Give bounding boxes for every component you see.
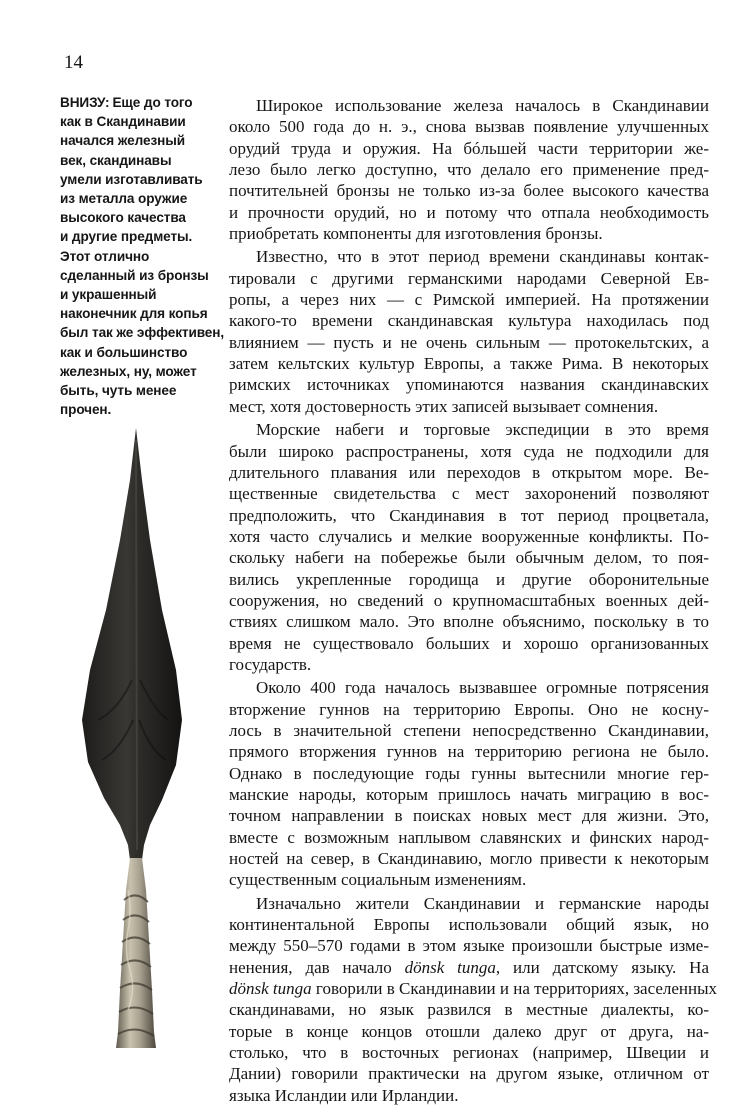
- spearhead-image: [58, 420, 208, 1065]
- text-line: и прочности орудий, но и потому что отпала необходимость: [229, 202, 709, 222]
- caption-line: наконечник для копья: [60, 306, 208, 322]
- text-line: влиянием — пусть и не очень сильным — протокельтских, а: [229, 332, 709, 352]
- caption-line: высокого качества: [60, 210, 186, 226]
- text-line: хотя часто случались и мелкие вооруженные конфликты. По-: [229, 526, 709, 546]
- term-dansk-tunga: dönsk tunga: [229, 979, 312, 999]
- text-line: столько, что в восточных регионах (например, Швеции и: [229, 1043, 709, 1063]
- caption-line: как в Скандинавии: [60, 114, 186, 130]
- text-line: длительного плавания или переходов в открытом море. Ве-: [229, 462, 709, 482]
- text-line: вторжение гуннов на территорию Европы. Оно не косну-: [229, 699, 709, 719]
- text-line: сооружения, но сведений о крупномасштабных военных дей-: [229, 590, 709, 610]
- text-line: были широко распространены, хотя суда не подходили для: [229, 441, 709, 461]
- text-run: ненения, дав начало: [229, 957, 405, 977]
- text-line: Известно, что в этот период времени скандинавы контак-: [256, 247, 709, 267]
- text-line: торые в конце концов отошли далеко друг от друга, на-: [229, 1021, 709, 1041]
- caption-line: был так же эффективен,: [60, 325, 225, 341]
- text-line: римских источниках упоминаются названия скандинавских: [229, 375, 709, 395]
- caption-line: прочен.: [60, 402, 112, 418]
- caption-line: и украшенный: [60, 287, 157, 303]
- text-line: Изначально жители Скандинавии и германские народы: [256, 893, 709, 913]
- text-line: скольку набеги на побережье были обычным делом, то поя-: [229, 548, 709, 568]
- caption-line: и другие предметы.: [60, 229, 193, 245]
- text-line: приобретать компоненты для изготовления бронзы.: [229, 224, 603, 244]
- text-run: , или датскому языку. На: [495, 957, 709, 977]
- caption-line: начался железный: [60, 133, 185, 149]
- text-run: говорили в Скандинавии и на территориях, заселенных: [311, 979, 718, 999]
- image-caption: [60, 93, 225, 419]
- text-line: точном направлении в поисках новых мест для жизни. Это,: [229, 806, 709, 826]
- caption-line: как и большинство: [60, 344, 188, 360]
- text-line: Около 400 года началось вызвавшее огромные потрясения: [256, 678, 709, 698]
- text-line: тировали с другими германскими народами Северной Ев-: [229, 268, 709, 288]
- text-line: предположить, что Скандинавия в тот период процветала,: [229, 505, 709, 525]
- caption-line: из металла оружие: [60, 191, 188, 207]
- spear-socket: [116, 858, 156, 1048]
- text-line: мест, хотя достоверность этих записей вызывает сомнения.: [229, 396, 659, 416]
- paragraph: [229, 677, 709, 890]
- text-line: существенным социальным изменениям.: [229, 870, 527, 890]
- text-line: ропы, а через них — с Римской империей. На протяжении: [229, 290, 709, 310]
- text-line: лось в значительной степени непосредственно Скандинавии,: [229, 720, 709, 740]
- caption-line: век, скандинавы: [60, 152, 172, 168]
- text-line: Широкое использование железа началось в Скандинавии: [256, 96, 709, 115]
- text-line: щественные свидетельства с мест захоронений позволяют: [229, 484, 709, 504]
- term-dansk-tunga: dönsk tunga: [404, 957, 496, 977]
- caption-line: [60, 93, 218, 112]
- caption-text: Еще до того: [112, 95, 193, 110]
- text-line: лезо было легко доступно, что делало его применение пред-: [229, 160, 709, 180]
- caption-line: Этот отлично: [60, 248, 150, 264]
- text-line: языка Исландии или Ирландии.: [229, 1085, 459, 1105]
- paragraph: [229, 893, 718, 1106]
- text-line: между 550–570 годами в этом языке произошли быстрые изме-: [229, 936, 709, 956]
- caption-line: сделанный из бронзы: [60, 267, 209, 283]
- page-number: 14: [64, 52, 83, 73]
- text-line: почтительней бронзы не только из-за более высокого качества: [229, 181, 709, 201]
- caption-lead: ВНИЗУ:: [60, 95, 110, 110]
- paragraph: [229, 246, 709, 417]
- caption-line: быть, чуть менее: [60, 383, 177, 399]
- spear-blade: [82, 428, 182, 860]
- text-line: [229, 978, 718, 999]
- text-line: скандинавами, но язык развился в местные диалекты, ко-: [229, 1000, 709, 1020]
- text-line: время не существовало больших и хорошо организованных: [229, 633, 709, 653]
- text-line: Дании) говорили практически на другом языке, отличном от: [229, 1064, 709, 1084]
- text-line: Однако в последующие годы гунны вытеснили многие гер-: [229, 763, 709, 783]
- text-line: манские народы, которым пришлось начать миграцию в вос-: [229, 785, 709, 804]
- caption-line: железных, ну, может: [60, 363, 197, 379]
- text-line: какого-то времени скандинавская культура находилась под: [229, 311, 709, 331]
- text-line: государств.: [229, 654, 312, 674]
- text-line: ностей на север, в Скандинавию, могло привести к некоторым: [229, 849, 709, 869]
- text-line: около 500 года до н. э., снова вызвав появление улучшенных: [229, 117, 709, 137]
- text-line: Морские набеги и торговые экспедиции в это время: [256, 420, 709, 440]
- text-line: орудий труда и оружия. На бóльшей части территории же-: [229, 138, 709, 158]
- main-text: [229, 95, 718, 1108]
- paragraph: [229, 419, 709, 675]
- paragraph: [229, 95, 709, 244]
- caption-line: умели изготавливать: [60, 171, 203, 187]
- text-line: континентальной Европы использовали общий язык, но: [229, 915, 709, 935]
- text-line: [229, 957, 709, 978]
- text-line: прямого вторжения гуннов на территорию региона не было.: [229, 742, 709, 762]
- text-line: вместе с возможным наплывом славянских и финских народ-: [229, 827, 709, 847]
- text-line: вились укрепленные городища и другие оборонительные: [229, 569, 709, 589]
- text-line: затем кельтских культур Европы, а также Рима. В некоторых: [229, 354, 709, 374]
- text-line: ствиях слишком мало. Это вполне объяснимо, поскольку в то: [229, 612, 709, 632]
